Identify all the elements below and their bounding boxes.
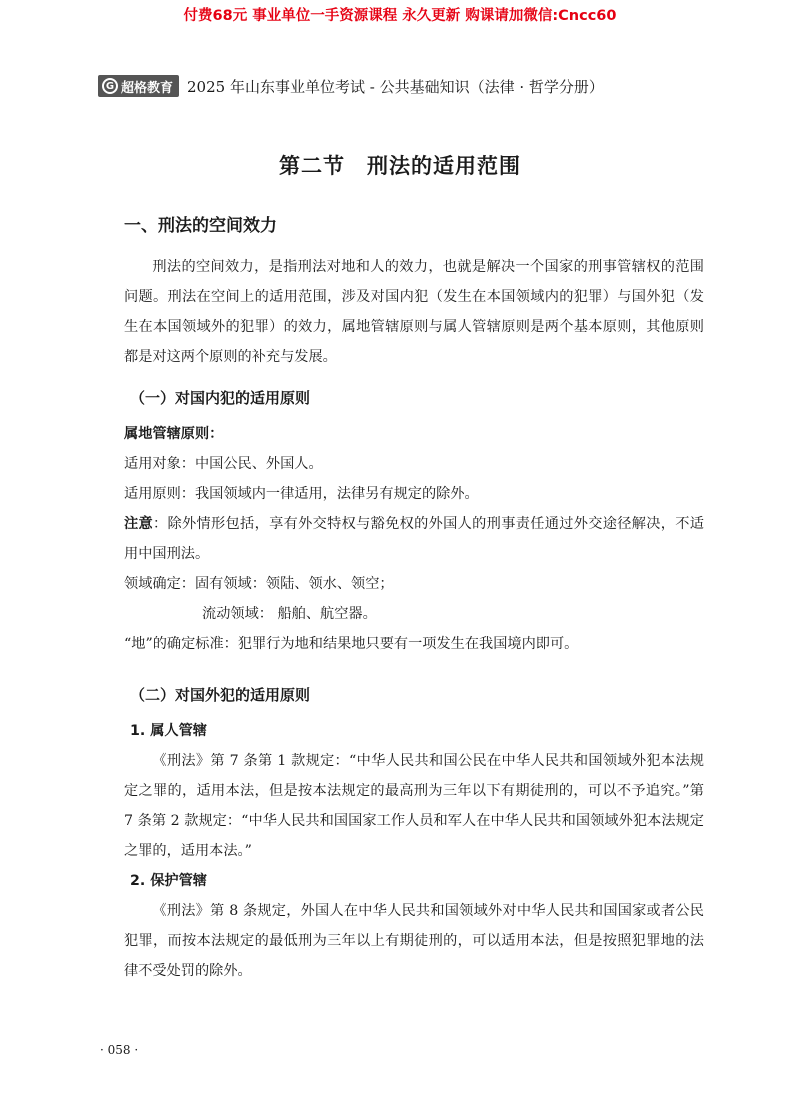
- territory-mobile: 流动领域： 船舶、航空器。: [202, 606, 377, 622]
- intro-paragraph: 刑法的空间效力，是指刑法对地和人的效力，也就是解决一个国家的刑事管辖权的范围问题。刑法在空间上的适用范围，涉及对国内犯（发生在本国领域内的犯罪）与国外犯（发生在本国领域外的犯罪）的效力，属地管辖原则与属人管辖原则是两个基本原则，其他原则都是对这两个原则的补充与发展。: [124, 259, 704, 365]
- personal-jurisdiction-text: 《刑法》第 7 条第 1 款规定：“中华人民共和国公民在中华人民共和国领域外犯本法规定之罪的，适用本法，但是按本法规定的最高刑为三年以下有期徒刑的，可以不予追究。”第 7 条第 2 款规定：“中华人民共和国国家工作人员和军人在中华人民共和国领域外犯本法规定之罪的，适用本法。”: [124, 753, 704, 859]
- promo-banner: 付费68元 事业单位一手资源课程 永久更新 购课请加微信:Cncc60: [183, 8, 617, 24]
- applicable-objects: 适用对象：中国公民、外国人。: [124, 456, 323, 472]
- territory-fixed: 领域确定：固有领域：领陆、领水、领空；: [124, 576, 394, 592]
- section-title: 第二节 刑法的适用范围: [279, 154, 521, 178]
- place-standard: “地”的确定标准：犯罪行为地和结果地只要有一项发生在我国境内即可。: [124, 636, 579, 652]
- foreign-crime-section: [124, 680, 704, 986]
- subheading-domestic: （一）对国内犯的适用原则: [130, 389, 311, 407]
- heading-spatial-effect: 一、刑法的空间效力: [124, 216, 277, 236]
- territorial-principle-label: 属地管辖原则：: [124, 426, 224, 442]
- logo-text: 超格教育: [121, 80, 174, 96]
- domestic-crime-section: [124, 383, 704, 659]
- item-protective-jurisdiction: 2. 保护管辖: [130, 873, 207, 889]
- book-title: 2025 年山东事业单位考试 - 公共基础知识（法律 · 哲学分册）: [187, 77, 604, 96]
- page-number: · 058 ·: [100, 1043, 139, 1057]
- intro-paragraph-block: [124, 252, 704, 372]
- subheading-foreign: （二）对国外犯的适用原则: [130, 686, 311, 704]
- applicable-rule: 适用原则：我国领域内一律适用，法律另有规定的除外。: [124, 486, 479, 502]
- note-label: 注意: [124, 516, 154, 532]
- logo-g-icon: G: [102, 78, 118, 94]
- item-personal-jurisdiction: 1. 属人管辖: [130, 723, 207, 739]
- note-text: ：除外情形包括，享有外交特权与豁免权的外国人的刑事责任通过外交途径解决，不适用中国刑法。: [124, 516, 704, 562]
- page-header: [98, 74, 604, 98]
- protective-jurisdiction-text: 《刑法》第 8 条规定，外国人在中华人民共和国领域外对中华人民共和国国家或者公民犯罪，而按本法规定的最低刑为三年以上有期徒刑的，可以适用本法，但是按照犯罪地的法律不受处罚的除外。: [124, 903, 704, 979]
- note-paragraph: [124, 509, 704, 569]
- publisher-logo: [98, 75, 179, 97]
